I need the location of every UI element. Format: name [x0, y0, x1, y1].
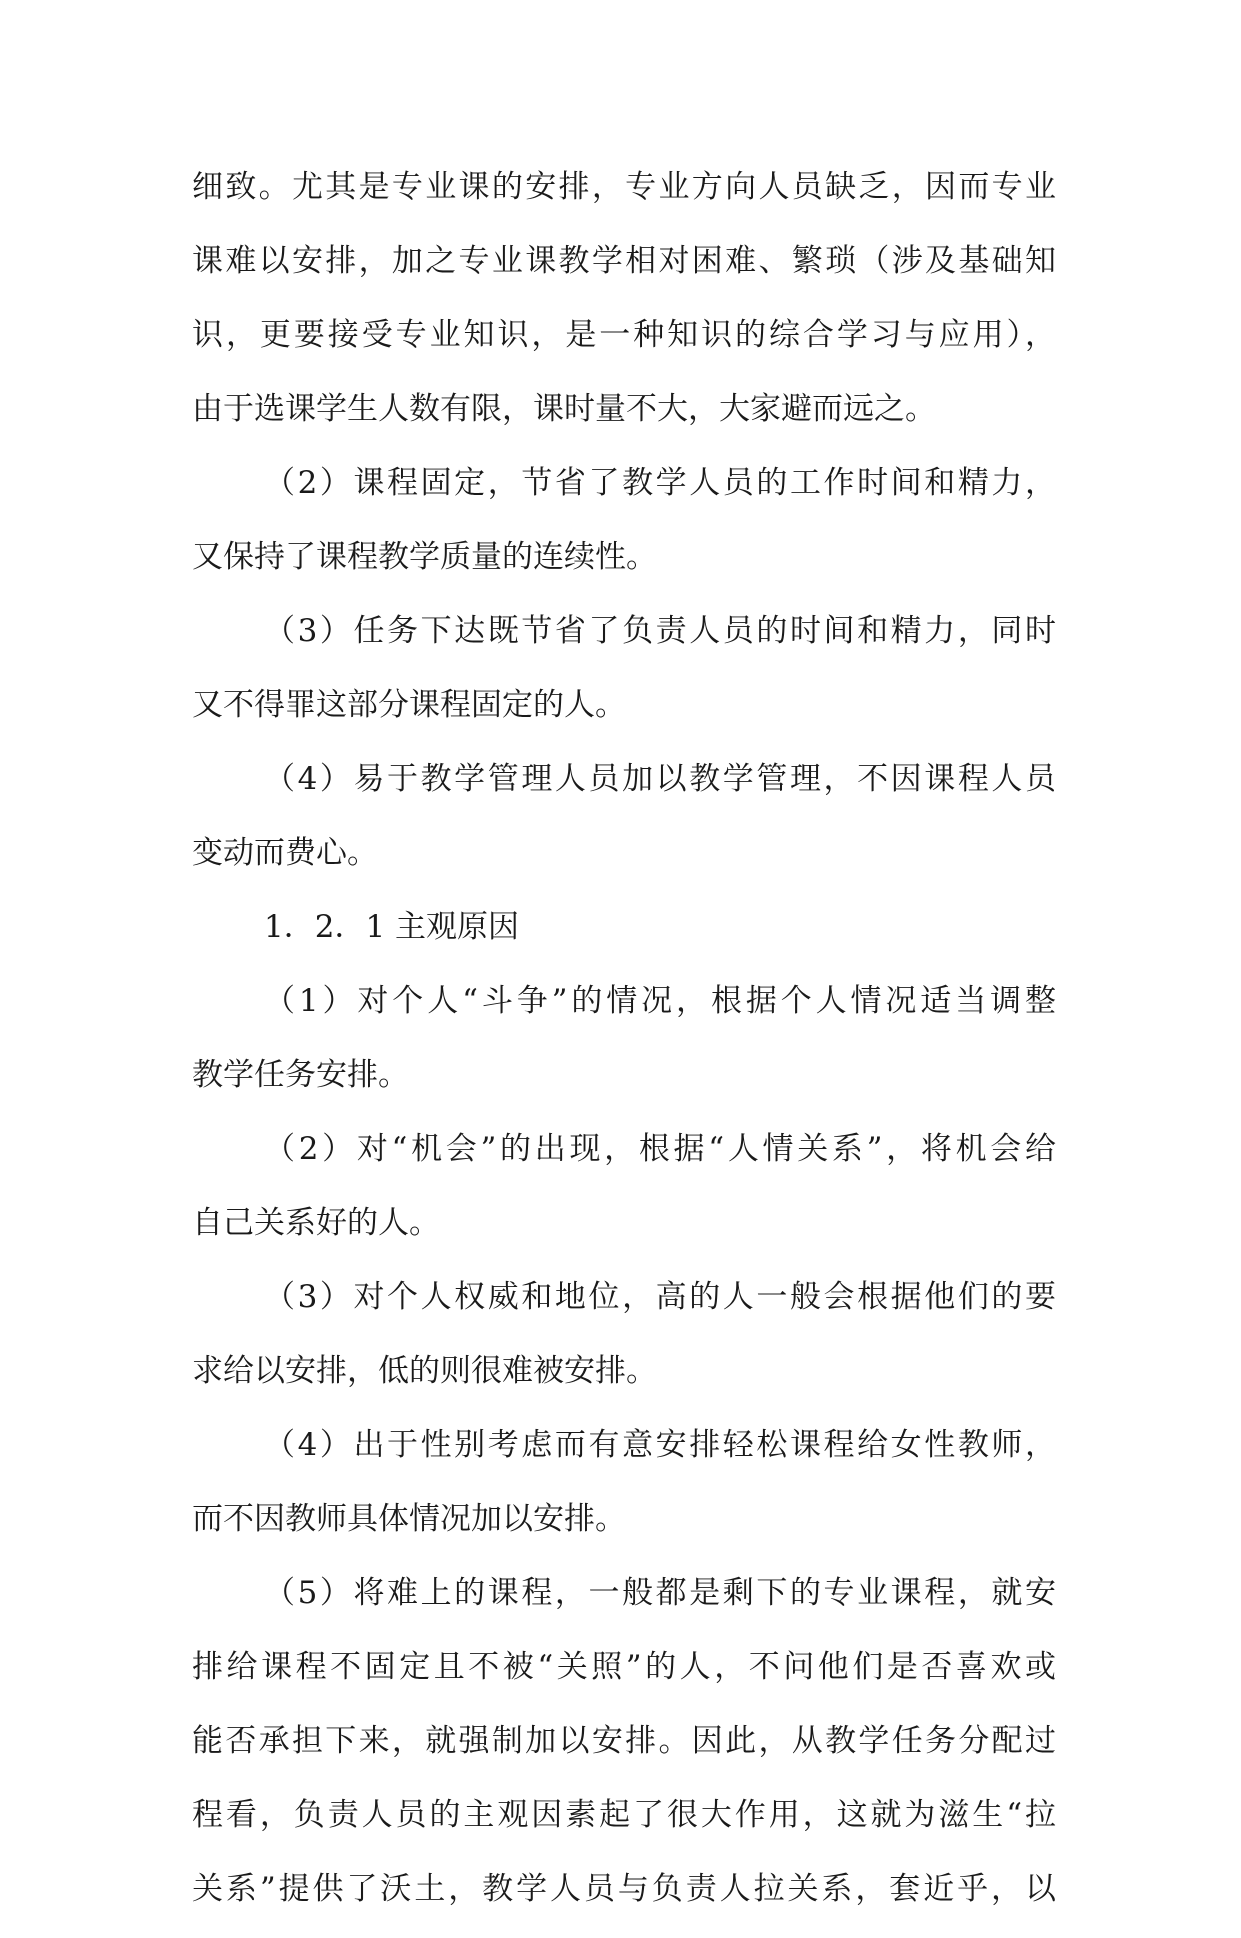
text-line-12: （1）对个人“斗争”的情况，根据个人情况适当调整 — [264, 983, 1056, 1019]
text-line-6: 又保持了课程教学质量的连续性。 — [192, 539, 657, 575]
text-line-5: （2）课程固定，节省了教学人员的工作时间和精力， — [264, 465, 1056, 501]
text-line-2: 课难以安排，加之专业课教学相对困难、繁琐（涉及基础知 — [192, 243, 1056, 279]
text-line-18: （4）出于性别考虑而有意安排轻松课程给女性教师， — [264, 1427, 1056, 1463]
text-line-3: 识，更要接受专业知识，是一种知识的综合学习与应用）， — [192, 317, 1056, 353]
text-line-1: 细致。尤其是专业课的安排，专业方向人员缺乏，因而专业 — [192, 169, 1056, 205]
text-line-4: 由于选课学生人数有限，课时量不大，大家避而远之。 — [192, 391, 936, 427]
text-line-17: 求给以安排，低的则很难被安排。 — [192, 1353, 657, 1389]
text-line-21: 排给课程不固定且不被“关照”的人，不问他们是否喜欢或 — [192, 1649, 1056, 1685]
text-line-13: 教学任务安排。 — [192, 1057, 409, 1093]
text-line-9: （4）易于教学管理人员加以教学管理，不因课程人员 — [264, 761, 1056, 797]
section-heading: 1．2．1 主观原因 — [264, 909, 520, 945]
text-line-16: （3）对个人权威和地位，高的人一般会根据他们的要 — [264, 1279, 1056, 1315]
text-line-20: （5）将难上的课程，一般都是剩下的专业课程，就安 — [264, 1575, 1056, 1611]
text-line-10: 变动而费心。 — [192, 835, 378, 871]
document-page — [192, 162, 1056, 1938]
text-line-7: （3）任务下达既节省了负责人员的时间和精力，同时 — [264, 613, 1056, 649]
text-line-14: （2）对“机会”的出现，根据“人情关系”，将机会给 — [264, 1131, 1056, 1167]
text-line-8: 又不得罪这部分课程固定的人。 — [192, 687, 626, 723]
text-line-15: 自己关系好的人。 — [192, 1205, 440, 1241]
text-line-24: 关系”提供了沃土，教学人员与负责人拉关系，套近乎，以 — [192, 1871, 1056, 1907]
text-line-22: 能否承担下来，就强制加以安排。因此，从教学任务分配过 — [192, 1723, 1056, 1759]
text-line-23: 程看，负责人员的主观因素起了很大作用，这就为滋生“拉 — [192, 1797, 1056, 1833]
text-line-19: 而不因教师具体情况加以安排。 — [192, 1501, 626, 1537]
